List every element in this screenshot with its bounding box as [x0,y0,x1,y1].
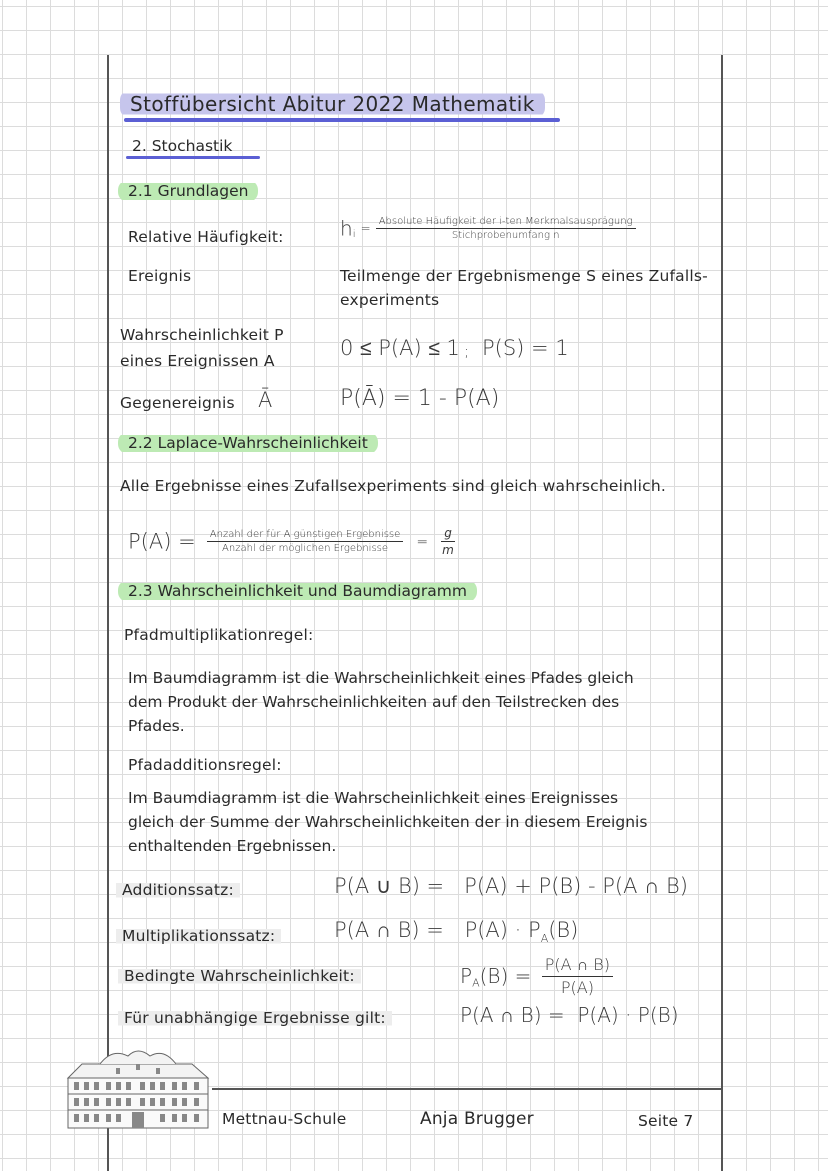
chapter-underline [126,156,260,159]
ereignis-label: Ereignis [128,267,192,285]
page-title: Stoffübersicht Abitur 2022 Mathematik [120,90,545,118]
bed-rest: (B) = [479,964,532,988]
probability-separator: ; [464,342,470,360]
laplace-fraction [207,529,404,554]
bed-numerator: P(A ∩ B) [542,955,613,977]
relative-frequency-formula [340,216,636,241]
section-heading-laplace: 2.2 Laplace-Wahrscheinlichkeit [118,432,378,454]
ereignis-line-2: experiments [340,291,440,309]
laplace-statement: Alle Ergebnisse eines Zufallsexperiments sind gleich wahrscheinlich. [120,477,667,495]
footer-line [212,1088,722,1090]
gegenereignis-label: Gegenereignis [120,394,235,412]
rel-numerator: Absolute Häufigkeit der i-ten Merkmalsausprägung [376,216,636,229]
relative-frequency-label: Relative Häufigkeit: [128,228,284,246]
school-building-illustration [62,1044,214,1130]
mult-rhs-2: (B) [548,918,579,942]
footer-author: Anja Brugger [420,1109,534,1129]
pfadmultiplikation-line-3: Pfades. [128,717,185,735]
probability-certain-formula: P(S) = 1 [482,336,569,360]
laplace-eq: = [416,533,429,550]
wahrscheinlichkeit-label-1: Wahrscheinlichkeit P [120,326,284,344]
bed-denominator: P(A) [560,978,594,997]
footer-school: Mettnau-Schule [222,1110,347,1128]
section-heading-grundlagen: 2.1 Grundlagen [118,180,258,202]
mult-rhs-1: P(A) · P [464,918,541,942]
laplace-g: g [441,526,455,542]
laplace-formula [128,526,455,557]
multiplikationssatz-label: Multiplikationssatz: [116,926,281,946]
chapter-heading: 2. Stochastik [132,137,233,155]
multiplikationssatz-formula [334,918,578,945]
pfadmultiplikation-title: Pfadmultiplikationregel: [124,626,314,644]
relative-frequency-fraction [376,216,636,241]
ereignis-line-1: Teilmenge der Ergebnismenge S eines Zufalls- [340,267,708,285]
wahrscheinlichkeit-label-2: eines Ereignissen A [120,352,275,370]
probability-range-formula: 0 ≤ P(A) ≤ 1 [340,336,460,360]
mult-lhs: P(A ∩ B) = [334,918,444,942]
laplace-denominator: Anzahl der möglichen Ergebnisse [222,543,389,554]
title-underline [124,118,560,122]
gegenereignis-formula: P(Ā) = 1 - P(A) [340,386,500,411]
additionssatz-formula: P(A ∪ B) = P(A) + P(B) - P(A ∩ B) [334,874,688,898]
section-heading-baumdiagramm: 2.3 Wahrscheinlichkeit und Baumdiagramm [118,580,477,602]
pfadmultiplikation-line-2: dem Produkt der Wahrscheinlichkeiten auf den Teilstrecken des [128,693,620,711]
rel-eq: = [360,221,371,236]
pfadaddition-line-1: Im Baumdiagramm ist die Wahrscheinlichkeit eines Ereignisses [128,789,619,807]
bedingte-label: Bedingte Wahrscheinlichkeit: [118,966,361,986]
gegenereignis-symbol: Ā [258,388,273,412]
bed-sub: A [472,976,480,990]
left-margin-line [107,55,109,1171]
additionssatz-label: Additionssatz: [116,880,240,900]
pfadaddition-line-2: gleich der Summe der Wahrscheinlichkeiten der in diesem Ereignis [128,813,648,831]
rel-h: h [340,216,353,241]
right-margin-line [721,55,723,1171]
laplace-m: m [442,543,454,557]
laplace-short-fraction [441,526,455,557]
footer-page-number: Seite 7 [638,1112,694,1130]
pfadmultiplikation-line-1: Im Baumdiagramm ist die Wahrscheinlichkeit eines Pfades gleich [128,669,634,687]
pfadaddition-line-3: enthaltenden Ergebnissen. [128,837,337,855]
pfadaddition-title: Pfadadditionsregel: [128,756,282,774]
unabhaengig-label: Für unabhängige Ergebnisse gilt: [118,1008,392,1028]
laplace-lhs: P(A) = [128,529,196,554]
bedingte-formula [460,955,613,997]
mult-sub: A [540,932,549,946]
laplace-numerator: Anzahl der für A günstigen Ergebnisse [207,529,404,542]
rel-i: i [352,229,356,241]
bed-P: P [460,964,473,988]
bedingte-fraction [542,955,613,997]
unabhaengig-formula: P(A ∩ B) = P(A) · P(B) [460,1003,679,1027]
rel-denominator: Stichprobenumfang n [451,230,560,241]
